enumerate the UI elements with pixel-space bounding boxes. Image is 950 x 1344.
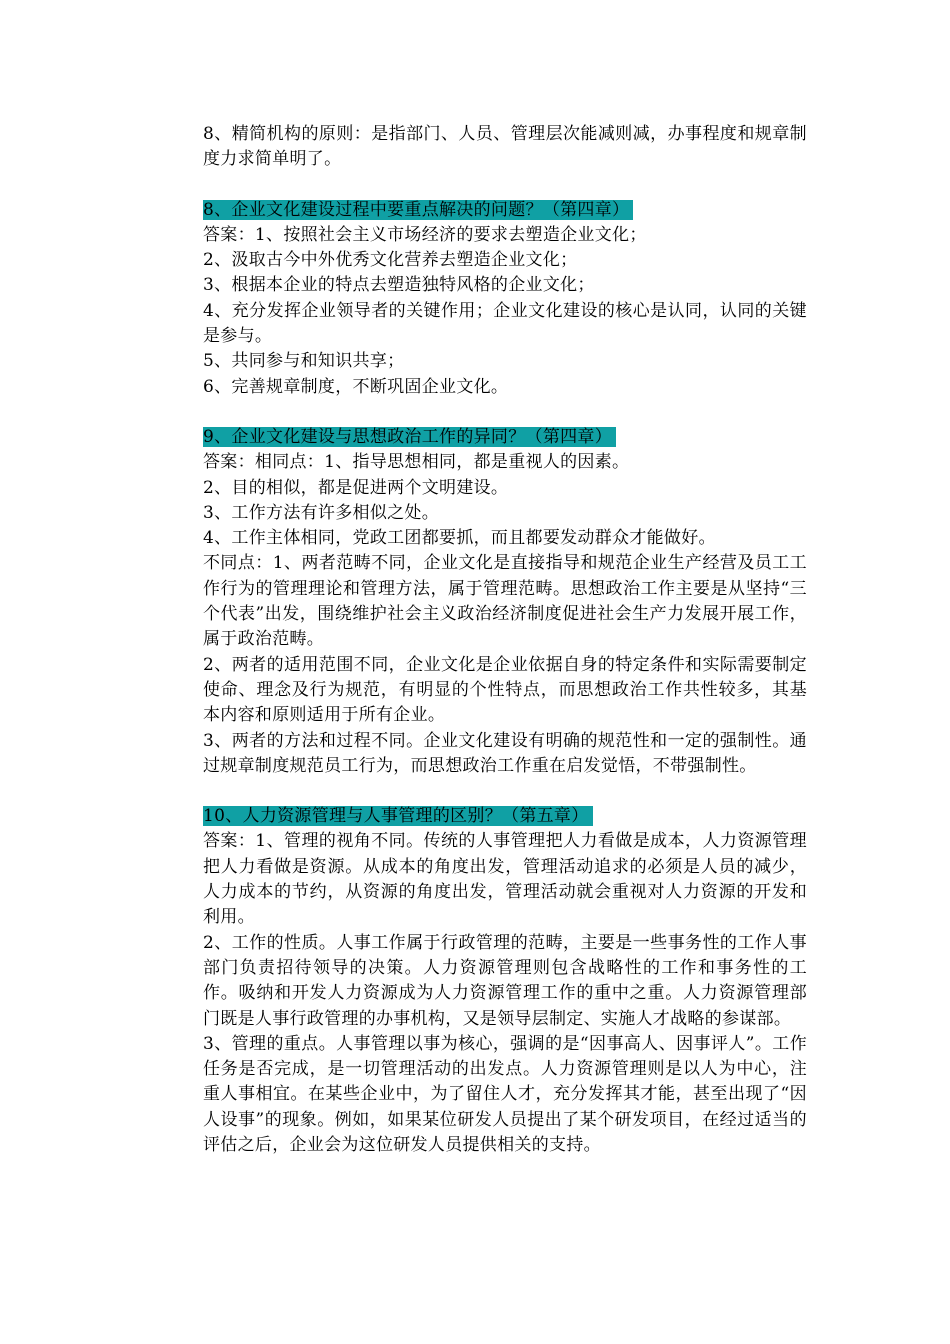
answer-line: 5、共同参与和知识共享； (203, 351, 405, 372)
question-10-section (203, 804, 807, 1158)
answer-line: 2、目的相似，都是促进两个文明建设。 (203, 477, 509, 498)
answer-line: 2、汲取古今中外优秀文化营养去塑造企业文化； (203, 250, 578, 271)
question-9-section (203, 425, 807, 779)
answer-paragraph: 3、管理的重点。人事管理以事为核心，强调的是“因事高人、因事评人”。工作任务是否完成，是一切管理活动的出发点。人力资源管理则是以人为中心，注重人事相宜。在某些企业中，为了留住人才，充分发挥其才能，甚至出现了“因人设事”的现象。例如，如果某位研发人员提出了某个研发项目，在经过适当的评估之后，企业会为这位研发人员提供相关的支持。 (203, 1033, 807, 1155)
question-8-section (203, 198, 807, 400)
question-8-heading (203, 198, 807, 223)
principle-paragraph: 8、精简机构的原则：是指部门、人员、管理层次能减则减，办事程度和规章制度力求简单明了。 (203, 124, 807, 170)
section-gap (203, 173, 807, 198)
document-page (203, 122, 807, 1158)
answer-paragraph: 2、两者的适用范围不同，企业文化是企业依据自身的特定条件和实际需要制定使命、理念及行为规范，有明显的个性特点，而思想政治工作共性较多，其基本内容和原则适用于所有企业。 (203, 654, 807, 726)
answer-paragraph: 答案：1、管理的视角不同。传统的人事管理把人力看做是成本，人力资源管理把人力看做是资源。从成本的角度出发，管理活动追求的必须是人员的减少，人力成本的节约，从资源的角度出发，管理活动就会重视对人力资源的开发和利用。 (203, 831, 807, 928)
answer-paragraph: 3、两者的方法和过程不同。企业文化建设有明确的规范性和一定的强制性。通过规章制度规范员工行为，而思想政治工作重在启发觉悟，不带强制性。 (203, 730, 807, 776)
answer-line: 6、完善规章制度，不断巩固企业文化。 (203, 376, 509, 397)
answer-paragraph: 不同点：1、两者范畴不同，企业文化是直接指导和规范企业生产经营及员工工作行为的管理理论和管理方法，属于管理范畴。思想政治工作主要是从坚持“三个代表”出发，围绕维护社会主义政治经济制度促进社会生产力发展开展工作，属于政治范畴。 (203, 553, 807, 650)
answer-line: 4、充分发挥企业领导者的关键作用；企业文化建设的核心是认同，认同的关键是参与。 (203, 300, 807, 347)
question-9-highlight: 9、企业文化建设与思想政治工作的异同？（第四章） (203, 427, 616, 447)
answer-line: 3、工作方法有许多相似之处。 (203, 502, 440, 523)
question-10-heading (203, 804, 807, 829)
question-10-highlight: 10、人力资源管理与人事管理的区别？（第五章） (203, 806, 593, 826)
section-gap (203, 400, 807, 425)
answer-paragraph: 2、工作的性质。人事工作属于行政管理的范畴，主要是一些事务性的工作人事部门负责招待领导的决策。人力资源管理则包含战略性的工作和事务性的工作。吸纳和开发人力资源成为人力资源管理工作的重中之重。人力资源管理部门既是人事行政管理的办事机构，又是领导层制定、实施人才战略的参谋部。 (203, 932, 807, 1029)
question-8-highlight: 8、企业文化建设过程中要重点解决的问题？（第四章） (203, 200, 633, 220)
answer-line: 4、工作主体相同，党政工团都要抓，而且都要发动群众才能做好。 (203, 528, 716, 549)
section-gap (203, 779, 807, 804)
answer-line: 答案：1、按照社会主义市场经济的要求去塑造企业文化； (203, 224, 647, 245)
question-9-heading (203, 425, 807, 450)
answer-line: 答案：相同点：1、指导思想相同，都是重视人的因素。 (203, 452, 630, 473)
answer-line: 3、根据本企业的特点去塑造独特风格的企业文化； (203, 275, 595, 296)
